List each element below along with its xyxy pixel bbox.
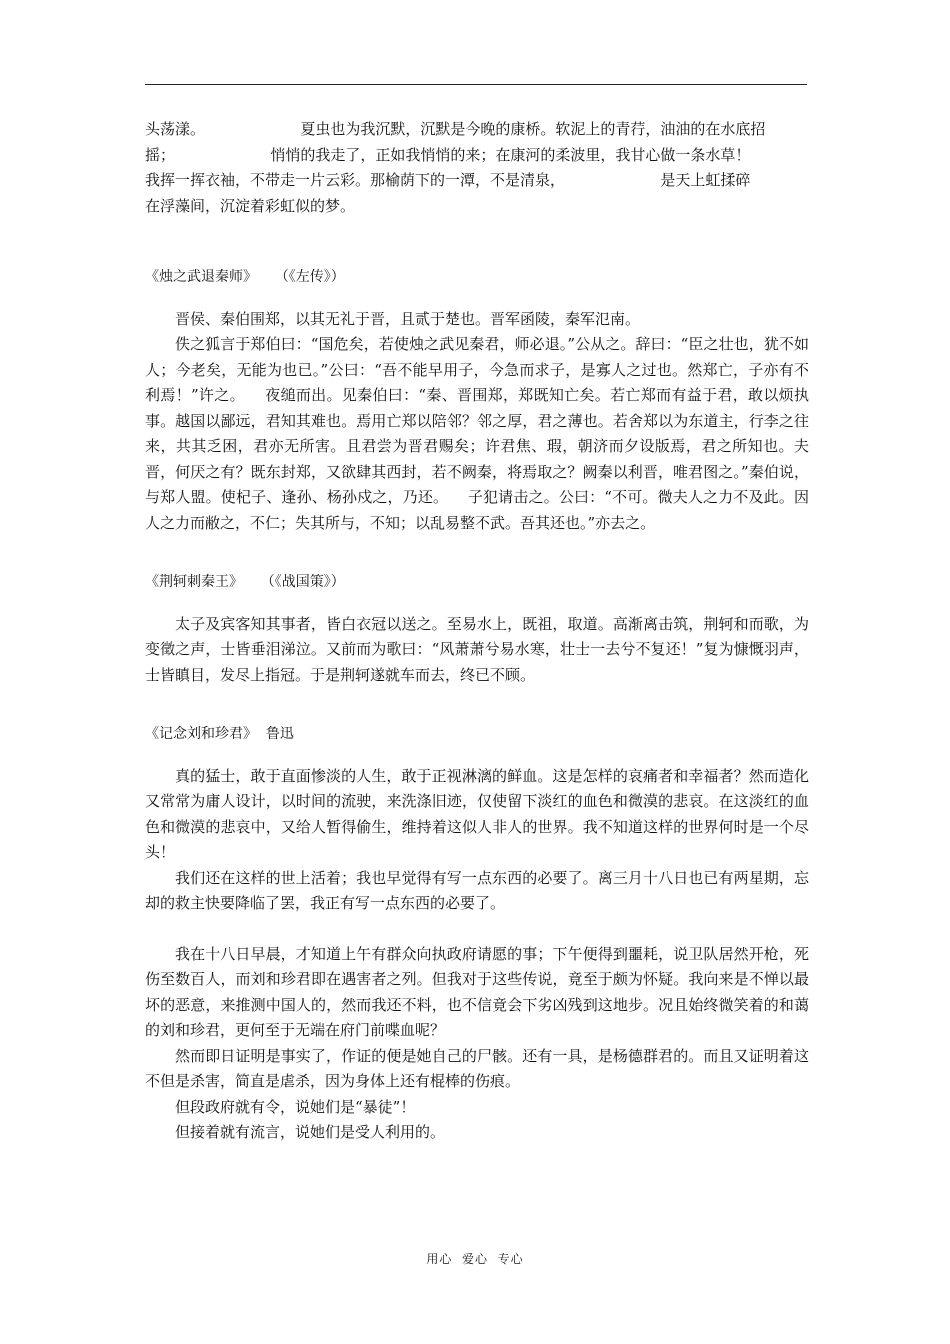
- section-heading: 《烛之武退秦师》 （《左传》）: [145, 269, 345, 285]
- paragraph: 然而即日证明是事实了，作证的便是她自己的尸骸。还有一具，是杨德群君的。而且又证明着这不但是杀害，简直是虐杀，因为身体上还有棍棒的伤痕。: [145, 1046, 809, 1090]
- paragraph: 但段政府就有令，说她们是“暴徒”！: [175, 1097, 416, 1116]
- document-body: [145, 117, 809, 1146]
- paragraph: 真的猛士，敢于直面惨淡的人生，敢于正视淋漓的鲜血。这是怎样的哀痛者和幸福者？然而造化又常常为庸人设计，以时间的流驶，来洗涤旧迹，仅使留下淡红的血色和微漠的悲哀。在这淡红的血色和微漠的悲哀中，又给人暂得偷生，维持着这似人非人的世界。我不知道这样的世界何时是一个尽头！: [145, 766, 809, 861]
- section-heading: 《记念刘和珍君》 鲁迅: [145, 726, 294, 742]
- intro-line: 在浮藻间，沉淀着彩虹似的梦。: [145, 196, 356, 215]
- paragraph: 晋侯、秦伯围郑，以其无礼于晋，且贰于楚也。晋军函陵，秦军氾南。: [175, 309, 641, 328]
- section-heading: 《荆轲刺秦王》 （《战国策》）: [145, 574, 345, 590]
- intro-line: 我挥一挥衣袖，不带走一片云彩。那榆荫下的一潭，不是清泉， 是天上虹揉碎: [145, 171, 751, 189]
- paragraph: 我们还在这样的世上活着；我也早觉得有写一点东西的必要了。离三月十八日也已有两星期，忘却的救主快要降临了罢，我正有写一点东西的必要了。: [145, 868, 809, 912]
- paragraph: 但接着就有流言，说她们是受人利用的。: [175, 1123, 446, 1141]
- intro-line: 头荡漾。 夏虫也为我沉默，沉默是今晚的康桥。软泥上的青荇，油油的在水底招: [145, 120, 766, 138]
- paragraph: 我在十八日早晨，才知道上午有群众向执政府请愿的事；下午便得到噩耗，说卫队居然开枪，死伤至数百人，而刘和珍君即在遇害者之列。但我对于这些传说，竟至于颇为怀疑。我向来是不惮以最坏的恶意，来推测中国人的，然而我还不料，也不信竟会下劣凶残到这地步。况且始终微笑着的和蔼的刘和珍君，更何至于无端在府门前喋血呢？: [145, 944, 809, 1039]
- paragraph: 佚之狐言于郑伯曰：“国危矣，若使烛之武见秦君，师必退。”公从之。辞曰：“臣之壮也，犹不如人；今老矣，无能为也已。”公曰：“吾不能早用子，今急而求子，是寡人之过也。然郑亡，子亦有不利焉！”许之。 夜缒而出。见秦伯曰：“秦、晋围郑，郑既知亡矣。若亡郑而有益于君，敢以烦执事。越国以鄙远，君知其难也。焉用亡郑以陪邻？邻之厚，君之薄也。若舍郑以为东道主，行李之往来，共其乏困，君亦无所害。且君尝为晋君赐矣；许君焦、瑕，朝济而夕设版焉，君之所知也。夫晋，何厌之有？既东封郑，又欲肆其西封，若不阙秦，将焉取之？阙秦以利晋，唯君图之。”秦伯说，与郑人盟。使杞子、逢孙、杨孙戍之，乃还。 子犯请击之。公曰：“不可。微夫人之力不及此。因人之力而敝之，不仁；失其所与，不知；以乱易整不武。吾其还也。”亦去之。: [145, 335, 809, 532]
- page-footer: 用心 爱心 专心: [426, 1252, 524, 1266]
- intro-line: 摇； 悄悄的我走了，正如我悄悄的来；在康河的柔波里，我甘心做一条水草！: [145, 145, 751, 164]
- header-rule: [145, 84, 807, 85]
- paragraph: 太子及宾客知其事者，皆白衣冠以送之。至易水上，既祖，取道。高渐离击筑，荆轲和而歌，为变徵之声，士皆垂泪涕泣。又前而为歌曰：“风萧萧兮易水寒，壮士一去兮不复还！”复为慷慨羽声，士皆瞋目，发尽上指冠。于是荆轲遂就车而去，终已不顾。: [145, 614, 809, 684]
